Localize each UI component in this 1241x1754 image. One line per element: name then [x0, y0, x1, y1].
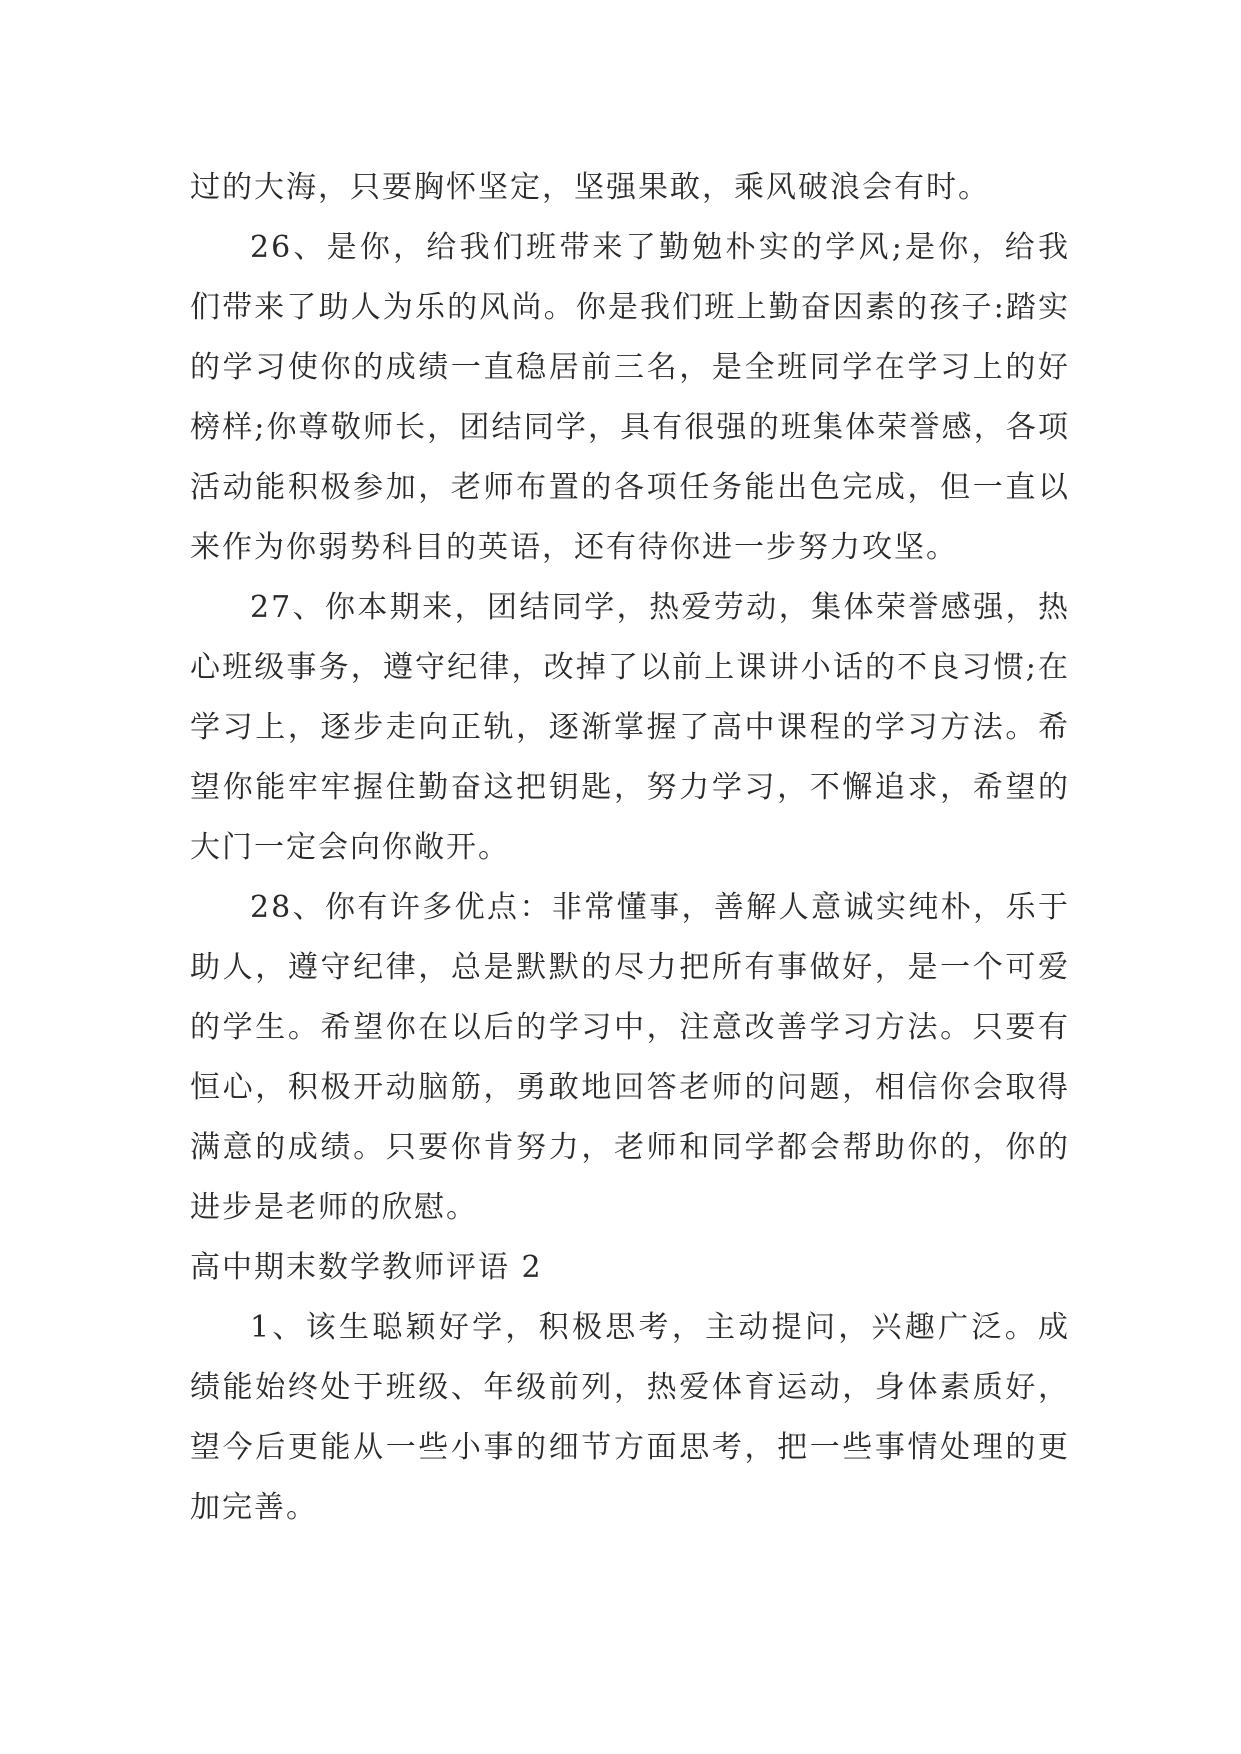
paragraph-section2-1: 1、该生聪颖好学，积极思考，主动提问，兴趣广泛。成绩能始终处于班级、年级前列，热爱体育运动，身体素质好，望今后更能从一些小事的细节方面思考，把一些事情处理的更加完善。: [190, 1310, 1070, 1525]
section-heading: 高中期末数学教师评语 2: [190, 1250, 543, 1285]
paragraph-28: 28、你有许多优点：非常懂事，善解人意诚实纯朴，乐于助人，遵守纪律，总是默默的尽力把所有事做好，是一个可爱的学生。希望你在以后的学习中，注意改善学习方法。只要有恒心，积极开动脑筋，勇敢地回答老师的问题，相信你会取得满意的成绩。只要你肯努力，老师和同学都会帮助你的，你的进步是老师的欣慰。: [190, 890, 1070, 1225]
document-body: [190, 158, 1070, 1538]
paragraph-continuation: 过的大海，只要胸怀坚定，坚强果敢，乘风破浪会有时。: [190, 170, 990, 205]
paragraph-27: 27、你本期来，团结同学，热爱劳动，集体荣誉感强，热心班级事务，遵守纪律，改掉了以前上课讲小话的不良习惯;在学习上，逐步走向正轨，逐渐掌握了高中课程的学习方法。希望你能牢牢握住勤奋这把钥匙，努力学习，不懈追求，希望的大门一定会向你敞开。: [190, 590, 1070, 865]
paragraph-26: 26、是你，给我们班带来了勤勉朴实的学风;是你，给我们带来了助人为乐的风尚。你是我们班上勤奋因素的孩子:踏实的学习使你的成绩一直稳居前三名，是全班同学在学习上的好榜样;你尊敬师长，团结同学，具有很强的班集体荣誉感，各项活动能积极参加，老师布置的各项任务能出色完成，但一直以来作为你弱势科目的英语，还有待你进一步努力攻坚。: [190, 230, 1070, 565]
